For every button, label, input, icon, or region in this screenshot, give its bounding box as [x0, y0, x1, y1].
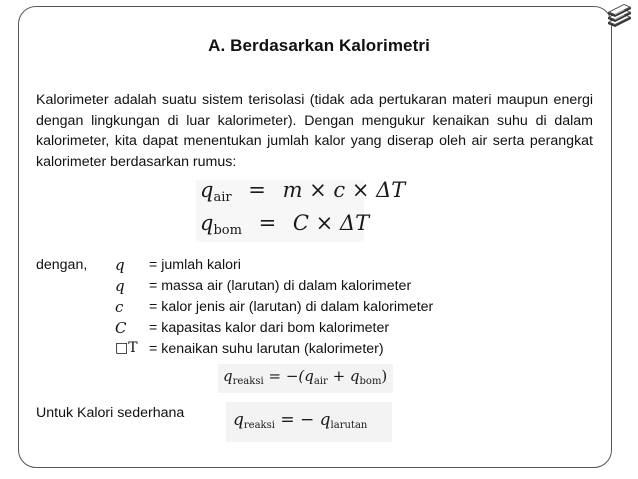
formula-sub-a: larutan: [330, 420, 368, 431]
formula-sub-a: air: [313, 376, 328, 387]
definition-symbol: q: [115, 277, 125, 295]
definition-row: [36, 299, 596, 320]
formula-rhs-pre: −(q: [285, 367, 314, 385]
stacked-books-logo-icon: [604, 2, 634, 32]
definition-text: = massa air (larutan) di dalam kalorimeter: [149, 278, 412, 294]
formula-op: =: [248, 178, 266, 202]
formula-q-reaksi: [223, 367, 387, 387]
formula-rhs: C × ΔT: [292, 211, 370, 235]
definition-text: = kenaikan suhu larutan (kalorimeter): [149, 341, 384, 357]
page-title: A. Berdasarkan Kalorimetri: [208, 36, 430, 55]
formula-q-air: [200, 178, 405, 205]
formula-lhs: q: [223, 367, 233, 385]
formula-op: =: [268, 367, 282, 385]
formula-q-reaksi-larutan: [233, 410, 367, 431]
formula-q-bom: [200, 211, 369, 238]
formula-lhs-sub: bom: [213, 223, 242, 238]
formula-rhs-pre: − q: [300, 410, 331, 430]
formula-lhs: q: [200, 178, 214, 202]
intro-paragraph: Kalorimeter adalah suatu sistem terisolasi (tidak ada pertukaran materi maupun energi dengan lingkungan di luar kalorimeter). Dengan mengukur kenaikan suhu di dalam kalorimeter, kita dapat menentukan jumlah kalor yang diserap oleh air serta perangkat kalorimeter berdasarkan rumus:: [36, 92, 593, 170]
definition-row: [36, 257, 596, 278]
simple-calorimeter-label: Untuk Kalori sederhana: [36, 405, 185, 421]
definition-symbol: C: [115, 319, 127, 337]
definition-symbol: □T: [115, 340, 138, 356]
definition-row: [36, 341, 596, 362]
formula-lhs: q: [200, 211, 214, 235]
definition-symbol: c: [115, 298, 124, 316]
formula-op: =: [258, 211, 277, 235]
formula-rhs: m × c × ΔT: [282, 178, 406, 202]
definitions-intro: dengan,: [36, 257, 88, 273]
formula-rhs-mid: + q: [327, 367, 360, 385]
definition-row: [36, 278, 596, 299]
definition-text: = jumlah kalori: [149, 257, 241, 273]
definition-row: [36, 320, 596, 341]
definition-symbol: q: [115, 256, 125, 274]
formula-lhs: q: [233, 410, 244, 430]
definition-text: = kalor jenis air (larutan) di dalam kalorimeter: [149, 299, 434, 315]
definition-text: = kapasitas kalor dari bom kalorimeter: [149, 320, 390, 336]
formula-op: =: [280, 410, 295, 430]
formula-lhs-sub: reaksi: [232, 376, 264, 387]
formula-lhs-sub: reaksi: [243, 420, 275, 431]
formula-lhs-sub: air: [213, 190, 232, 205]
formula-sub-b: bom: [359, 376, 382, 387]
formula-rhs-post: ): [381, 367, 388, 385]
